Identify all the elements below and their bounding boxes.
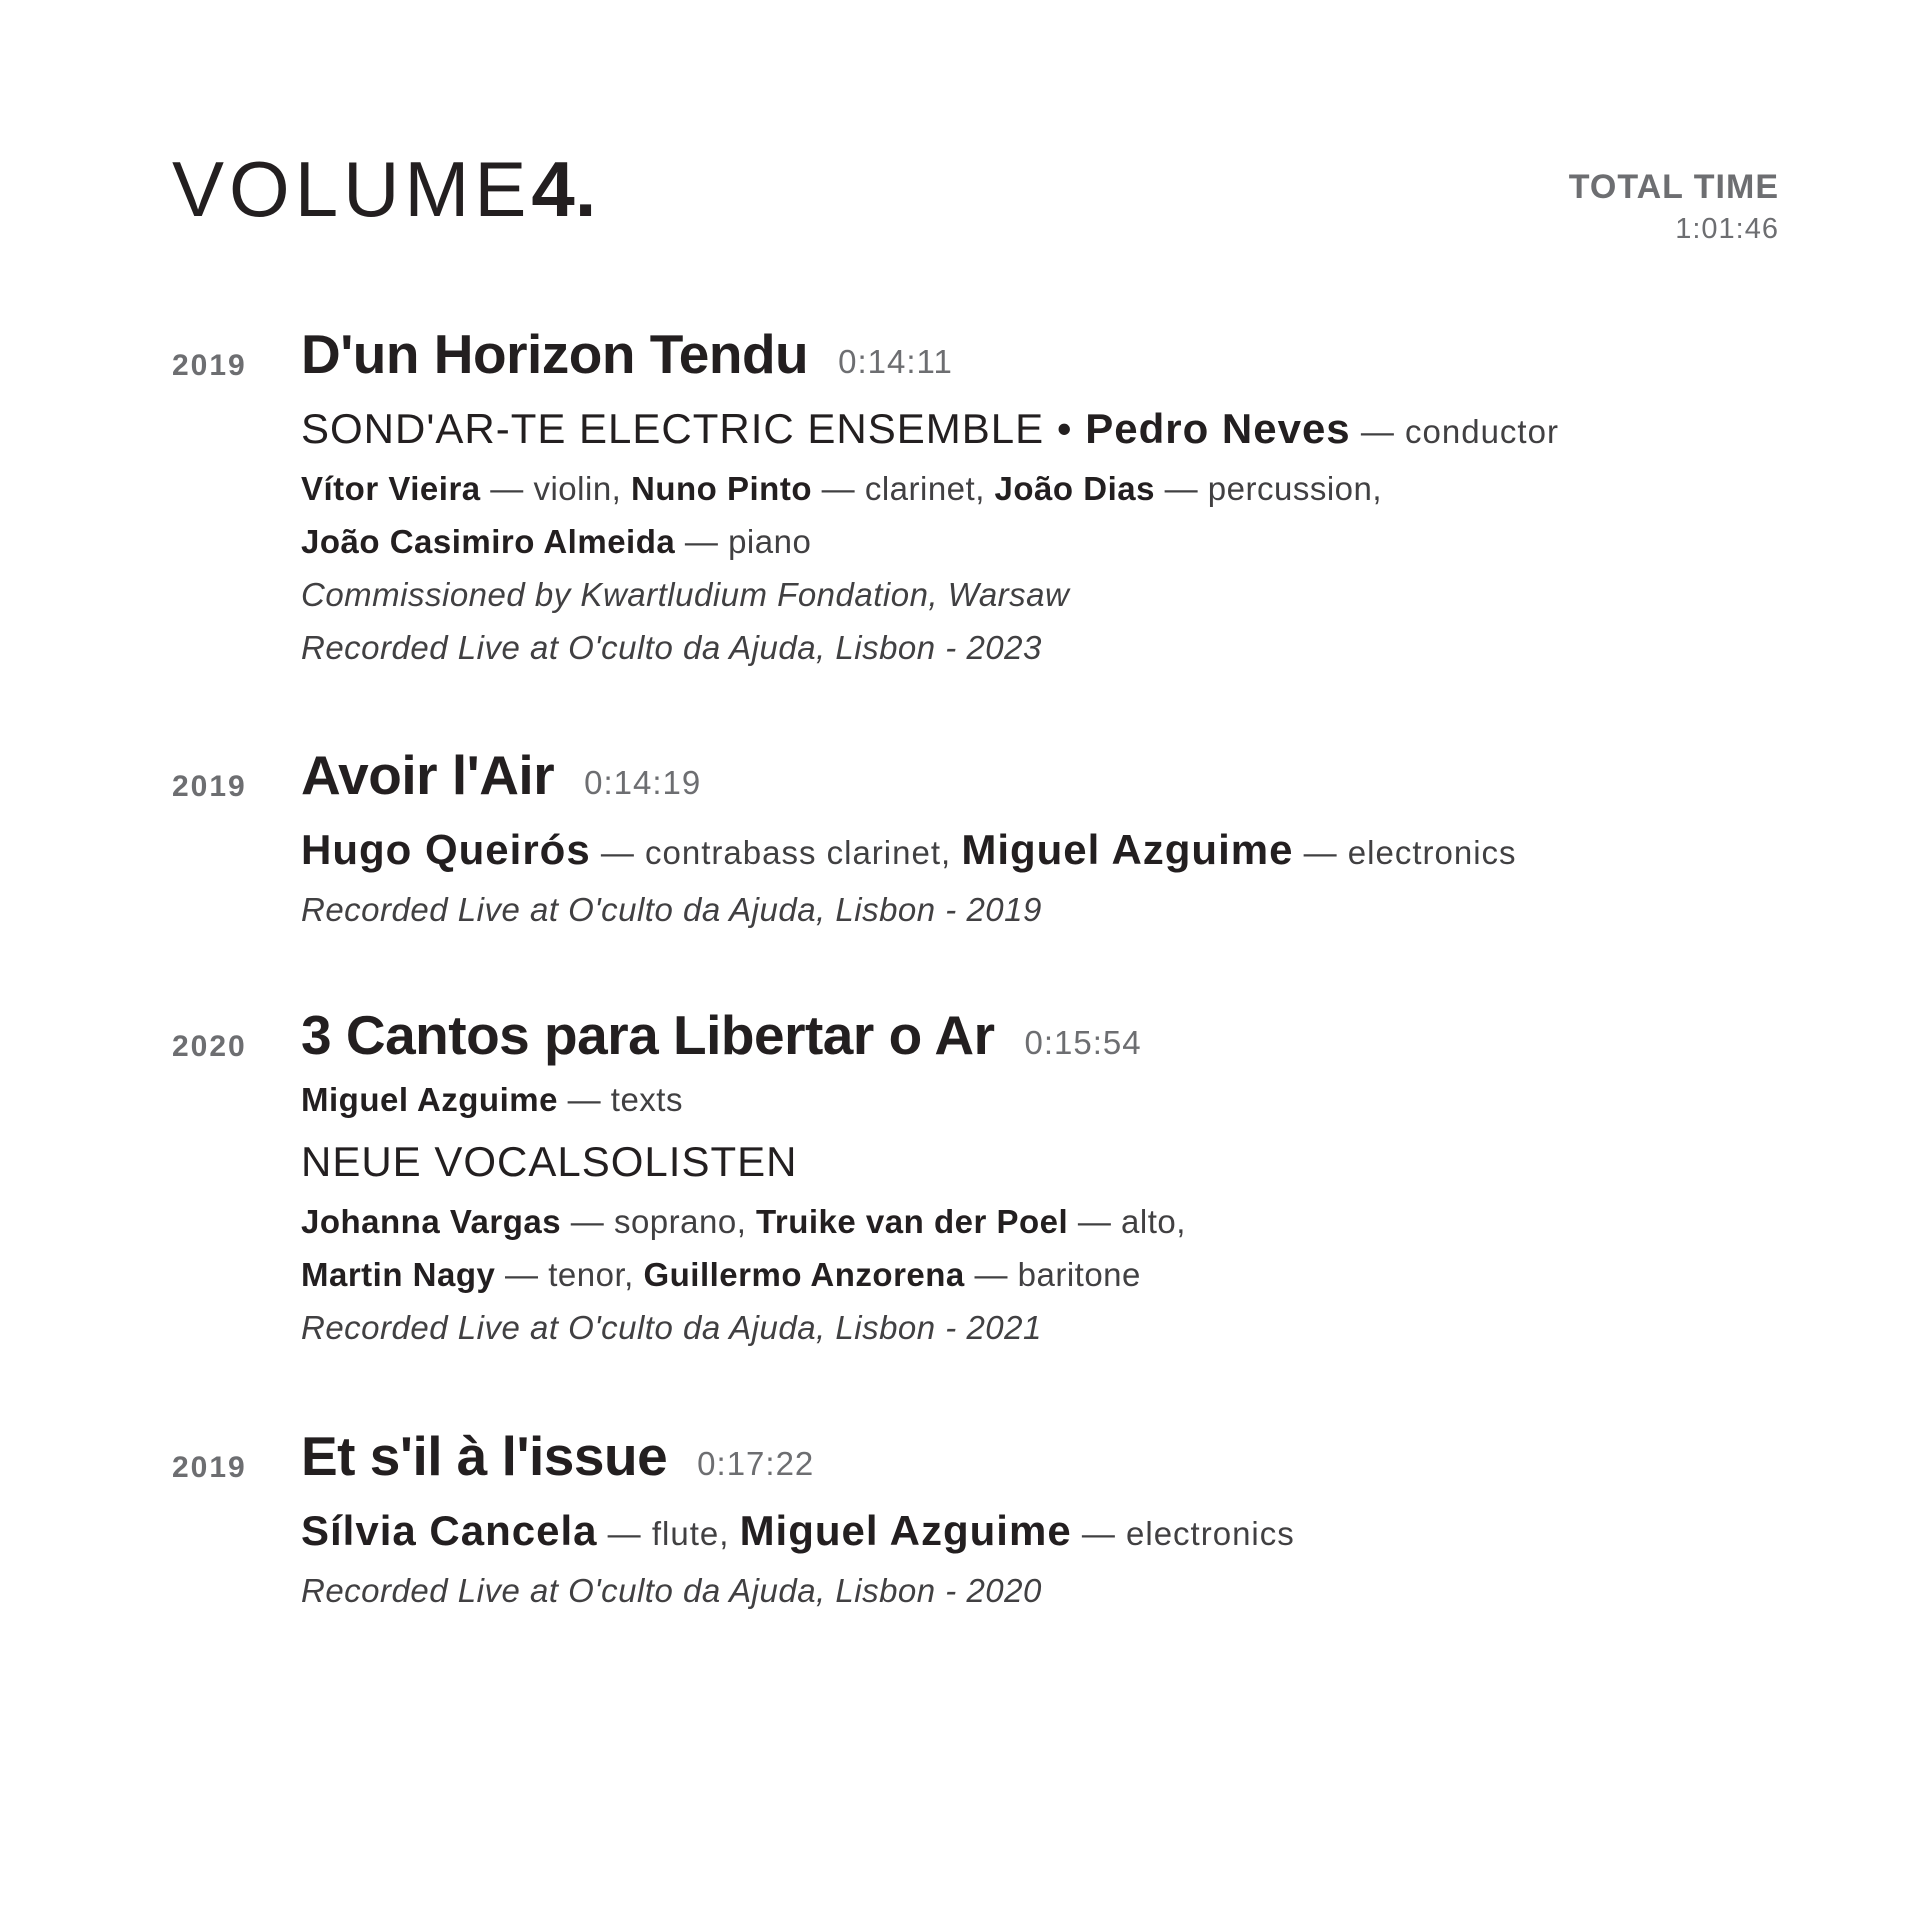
musician-name: Hugo Queirós [301,826,591,873]
ensemble-line [301,1129,1801,1195]
track-year: 2019 [172,770,247,803]
track-title: Et s'il à l'issue [301,1425,668,1487]
musician-name: Martin Nagy [301,1256,496,1293]
volume-word: VOLUME [172,145,532,233]
recording-note: Recorded Live at O'culto da Ajuda, Lisbon - 2019 [301,891,1042,928]
musician-role: — tenor, [495,1256,644,1293]
ensemble-name: SOND'AR-TE ELECTRIC ENSEMBLE [301,405,1045,452]
recording-note: Recorded Live at O'culto da Ajuda, Lisbon - 2021 [301,1309,1042,1346]
musicians-line [301,462,1801,515]
total-time-value: 1:01:46 [1675,213,1779,245]
volume-number: 4. [531,145,597,233]
musician-role: — violin, [480,470,632,507]
musician-role: — alto, [1068,1203,1186,1240]
track-title: Avoir l'Air [301,744,555,806]
track-year: 2019 [172,349,247,382]
musician-name: João Casimiro Almeida [301,523,676,560]
track-title-line [301,1424,1801,1494]
conductor-name: Pedro Neves [1085,405,1351,452]
track-title: 3 Cantos para Libertar o Ar [301,1004,995,1066]
musician-name: Nuno Pinto [631,470,812,507]
musicians-line [301,515,1801,568]
musician-name: Vítor Vieira [301,470,481,507]
recording-note: Recorded Live at O'culto da Ajuda, Lisbon - 2023 [301,629,1042,666]
musician-role: — flute, [597,1515,740,1552]
musician-role: — percussion, [1154,470,1383,507]
musician-name: Truike van der Poel [756,1203,1069,1240]
track-duration: 0:17:22 [697,1445,815,1482]
texts-author-role: — texts [557,1081,683,1118]
bullet-separator: • [1044,405,1086,452]
musician-name: Miguel Azguime [961,826,1294,873]
recording-note: Recorded Live at O'culto da Ajuda, Lisbon - 2020 [301,1572,1042,1609]
track-year: 2020 [172,1030,247,1063]
total-time-label: TOTAL TIME [1568,168,1779,206]
track-title-line [301,322,1801,392]
musicians-line [301,1498,1801,1564]
musicians-line [301,1195,1801,1248]
commission-note: Commissioned by Kwartludium Fondation, Warsaw [301,576,1070,613]
musicians-line [301,817,1801,883]
track-title-line [301,1003,1801,1073]
track-title-line [301,743,1801,813]
track-duration: 0:15:54 [1024,1024,1142,1061]
musicians-line [301,1248,1801,1301]
musician-role: — clarinet, [811,470,995,507]
texts-credit-line [301,1073,1801,1126]
musician-name: Miguel Azguime [739,1507,1072,1554]
track-duration: 0:14:11 [838,343,953,380]
musician-role: — electronics [1293,834,1517,871]
track-year: 2019 [172,1451,247,1484]
conductor-role: — conductor [1350,413,1559,450]
track-title: D'un Horizon Tendu [301,323,809,385]
musician-role: — electronics [1071,1515,1295,1552]
musician-name: Johanna Vargas [301,1203,562,1240]
musician-role: — contrabass clarinet, [590,834,962,871]
musician-name: Guillermo Anzorena [643,1256,965,1293]
musician-name: João Dias [994,470,1155,507]
musician-role: — piano [675,523,812,560]
track-duration: 0:14:19 [584,764,702,801]
musician-role: — baritone [964,1256,1141,1293]
ensemble-line [301,396,1801,462]
musician-role: — soprano, [561,1203,757,1240]
volume-title [172,145,597,233]
musician-name: Sílvia Cancela [301,1507,598,1554]
total-time-block [1569,168,1779,246]
ensemble-name: NEUE VOCALSOLISTEN [301,1138,798,1185]
texts-author-name: Miguel Azguime [301,1081,558,1118]
